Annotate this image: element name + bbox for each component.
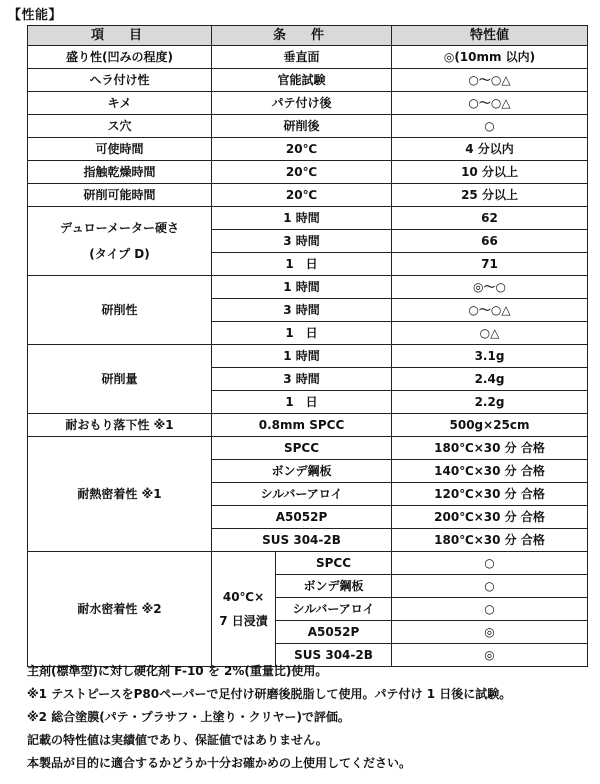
item-cell: 可使時間 (28, 138, 212, 161)
item-cell: 盛り性(凹みの程度) (28, 46, 212, 69)
value-cell: 62 (392, 207, 588, 230)
condition-cell: 官能試験 (212, 69, 392, 92)
value-cell: ○～○△ (392, 69, 588, 92)
table-row (28, 437, 588, 460)
table-row (28, 69, 588, 92)
table-row (28, 92, 588, 115)
value-cell: 500g×25cm (392, 414, 588, 437)
header-item: 項 目 (28, 26, 212, 46)
condition-cell: 1 時間 (212, 345, 392, 368)
value-cell: 2.2g (392, 391, 588, 414)
condition-cell: 3 時間 (212, 368, 392, 391)
notes-block (27, 660, 511, 775)
water-sub-line1: 40℃× (222, 590, 265, 604)
value-cell: 66 (392, 230, 588, 253)
table-row (28, 138, 588, 161)
condition-cell: 垂直面 (212, 46, 392, 69)
note-line: ※2 総合塗膜(パテ・プラサフ・上塗り・クリヤー)で評価。 (27, 710, 350, 724)
value-cell: ○～○△ (392, 299, 588, 322)
value-cell: 3.1g (392, 345, 588, 368)
value-cell: 140℃×30 分 合格 (392, 460, 588, 483)
condition-cell: パテ付け後 (212, 92, 392, 115)
condition-cell: シルバーアロイ (212, 483, 392, 506)
value-cell: 25 分以上 (392, 184, 588, 207)
value-cell: ◎(10mm 以内) (392, 46, 588, 69)
item-cell-durometer (28, 207, 212, 276)
section-title: 【性能】 (8, 8, 63, 23)
table-row (28, 161, 588, 184)
performance-table (27, 25, 588, 667)
condition-cell: 3 時間 (212, 299, 392, 322)
item-cell-grindability: 研削性 (28, 276, 212, 345)
value-cell: ○～○△ (392, 92, 588, 115)
value-cell: 180℃×30 分 合格 (392, 437, 588, 460)
table-row (28, 115, 588, 138)
item-cell-heat: 耐熱密着性 ※1 (28, 437, 212, 552)
table-row (28, 552, 588, 575)
item-cell: キメ (28, 92, 212, 115)
item-cell-water: 耐水密着性 ※2 (28, 552, 212, 667)
condition-cell: 20℃ (212, 184, 392, 207)
condition-cell: A5052P (212, 506, 392, 529)
table-row (28, 46, 588, 69)
condition-cell: 研削後 (212, 115, 392, 138)
value-cell: 120℃×30 分 合格 (392, 483, 588, 506)
value-cell: ○ (392, 552, 588, 575)
value-cell: ◎ (392, 621, 588, 644)
value-cell: ○ (392, 598, 588, 621)
condition-cell: 1 日 (212, 253, 392, 276)
condition-cell: 1 日 (212, 391, 392, 414)
table-header-row (28, 26, 588, 46)
item-cell: ス穴 (28, 115, 212, 138)
value-cell: 2.4g (392, 368, 588, 391)
water-sub-line2: 7 日浸漬 (219, 614, 268, 628)
table-row (28, 414, 588, 437)
item-cell: 指触乾燥時間 (28, 161, 212, 184)
condition-cell: A5052P (276, 621, 392, 644)
table-row (28, 184, 588, 207)
water-subcondition-cell (212, 552, 276, 667)
value-cell: 71 (392, 253, 588, 276)
value-cell: 180℃×30 分 合格 (392, 529, 588, 552)
condition-cell: SPCC (212, 437, 392, 460)
condition-cell: 20℃ (212, 161, 392, 184)
item-cell: ヘラ付け性 (28, 69, 212, 92)
condition-cell: シルバーアロイ (276, 598, 392, 621)
note-line: 本製品が目的に適合するかどうか十分お確かめの上使用してください。 (27, 756, 412, 770)
condition-cell: 3 時間 (212, 230, 392, 253)
table-row (28, 345, 588, 368)
condition-cell: ボンデ鋼板 (212, 460, 392, 483)
value-cell: 4 分以内 (392, 138, 588, 161)
condition-cell: 20℃ (212, 138, 392, 161)
table-row (28, 276, 588, 299)
condition-cell: SPCC (276, 552, 392, 575)
value-cell: 200℃×30 分 合格 (392, 506, 588, 529)
item-cell-grind-amount: 研削量 (28, 345, 212, 414)
condition-cell: SUS 304-2B (212, 529, 392, 552)
value-cell: 10 分以上 (392, 161, 588, 184)
note-line: 記載の特性値は実績値であり、保証値ではありません。 (27, 733, 328, 747)
note-line: 主剤(標準型)に対し硬化剤 F-10 を 2%(重量比)使用。 (27, 664, 328, 678)
value-cell: ○ (392, 575, 588, 598)
value-cell: ○△ (392, 322, 588, 345)
durometer-label-line1: デュローメーター硬さ (59, 221, 180, 235)
condition-cell: 1 日 (212, 322, 392, 345)
condition-cell: ボンデ鋼板 (276, 575, 392, 598)
header-value: 特性値 (392, 26, 588, 46)
value-cell: ○ (392, 115, 588, 138)
item-cell: 耐おもり落下性 ※1 (28, 414, 212, 437)
table-row (28, 207, 588, 230)
condition-cell: 0.8mm SPCC (212, 414, 392, 437)
condition-cell: 1 時間 (212, 276, 392, 299)
item-cell: 研削可能時間 (28, 184, 212, 207)
durometer-label-line2: (タイプ D) (89, 247, 150, 261)
note-line: ※1 テストピースをP80ペーパーで足付け研磨後脱脂して使用。パテ付け 1 日後に試験。 (27, 687, 512, 701)
condition-cell: 1 時間 (212, 207, 392, 230)
condition-cell: SUS 304-2B (276, 644, 392, 667)
value-cell: ◎ (392, 644, 588, 667)
value-cell: ◎～○ (392, 276, 588, 299)
header-condition: 条 件 (212, 26, 392, 46)
